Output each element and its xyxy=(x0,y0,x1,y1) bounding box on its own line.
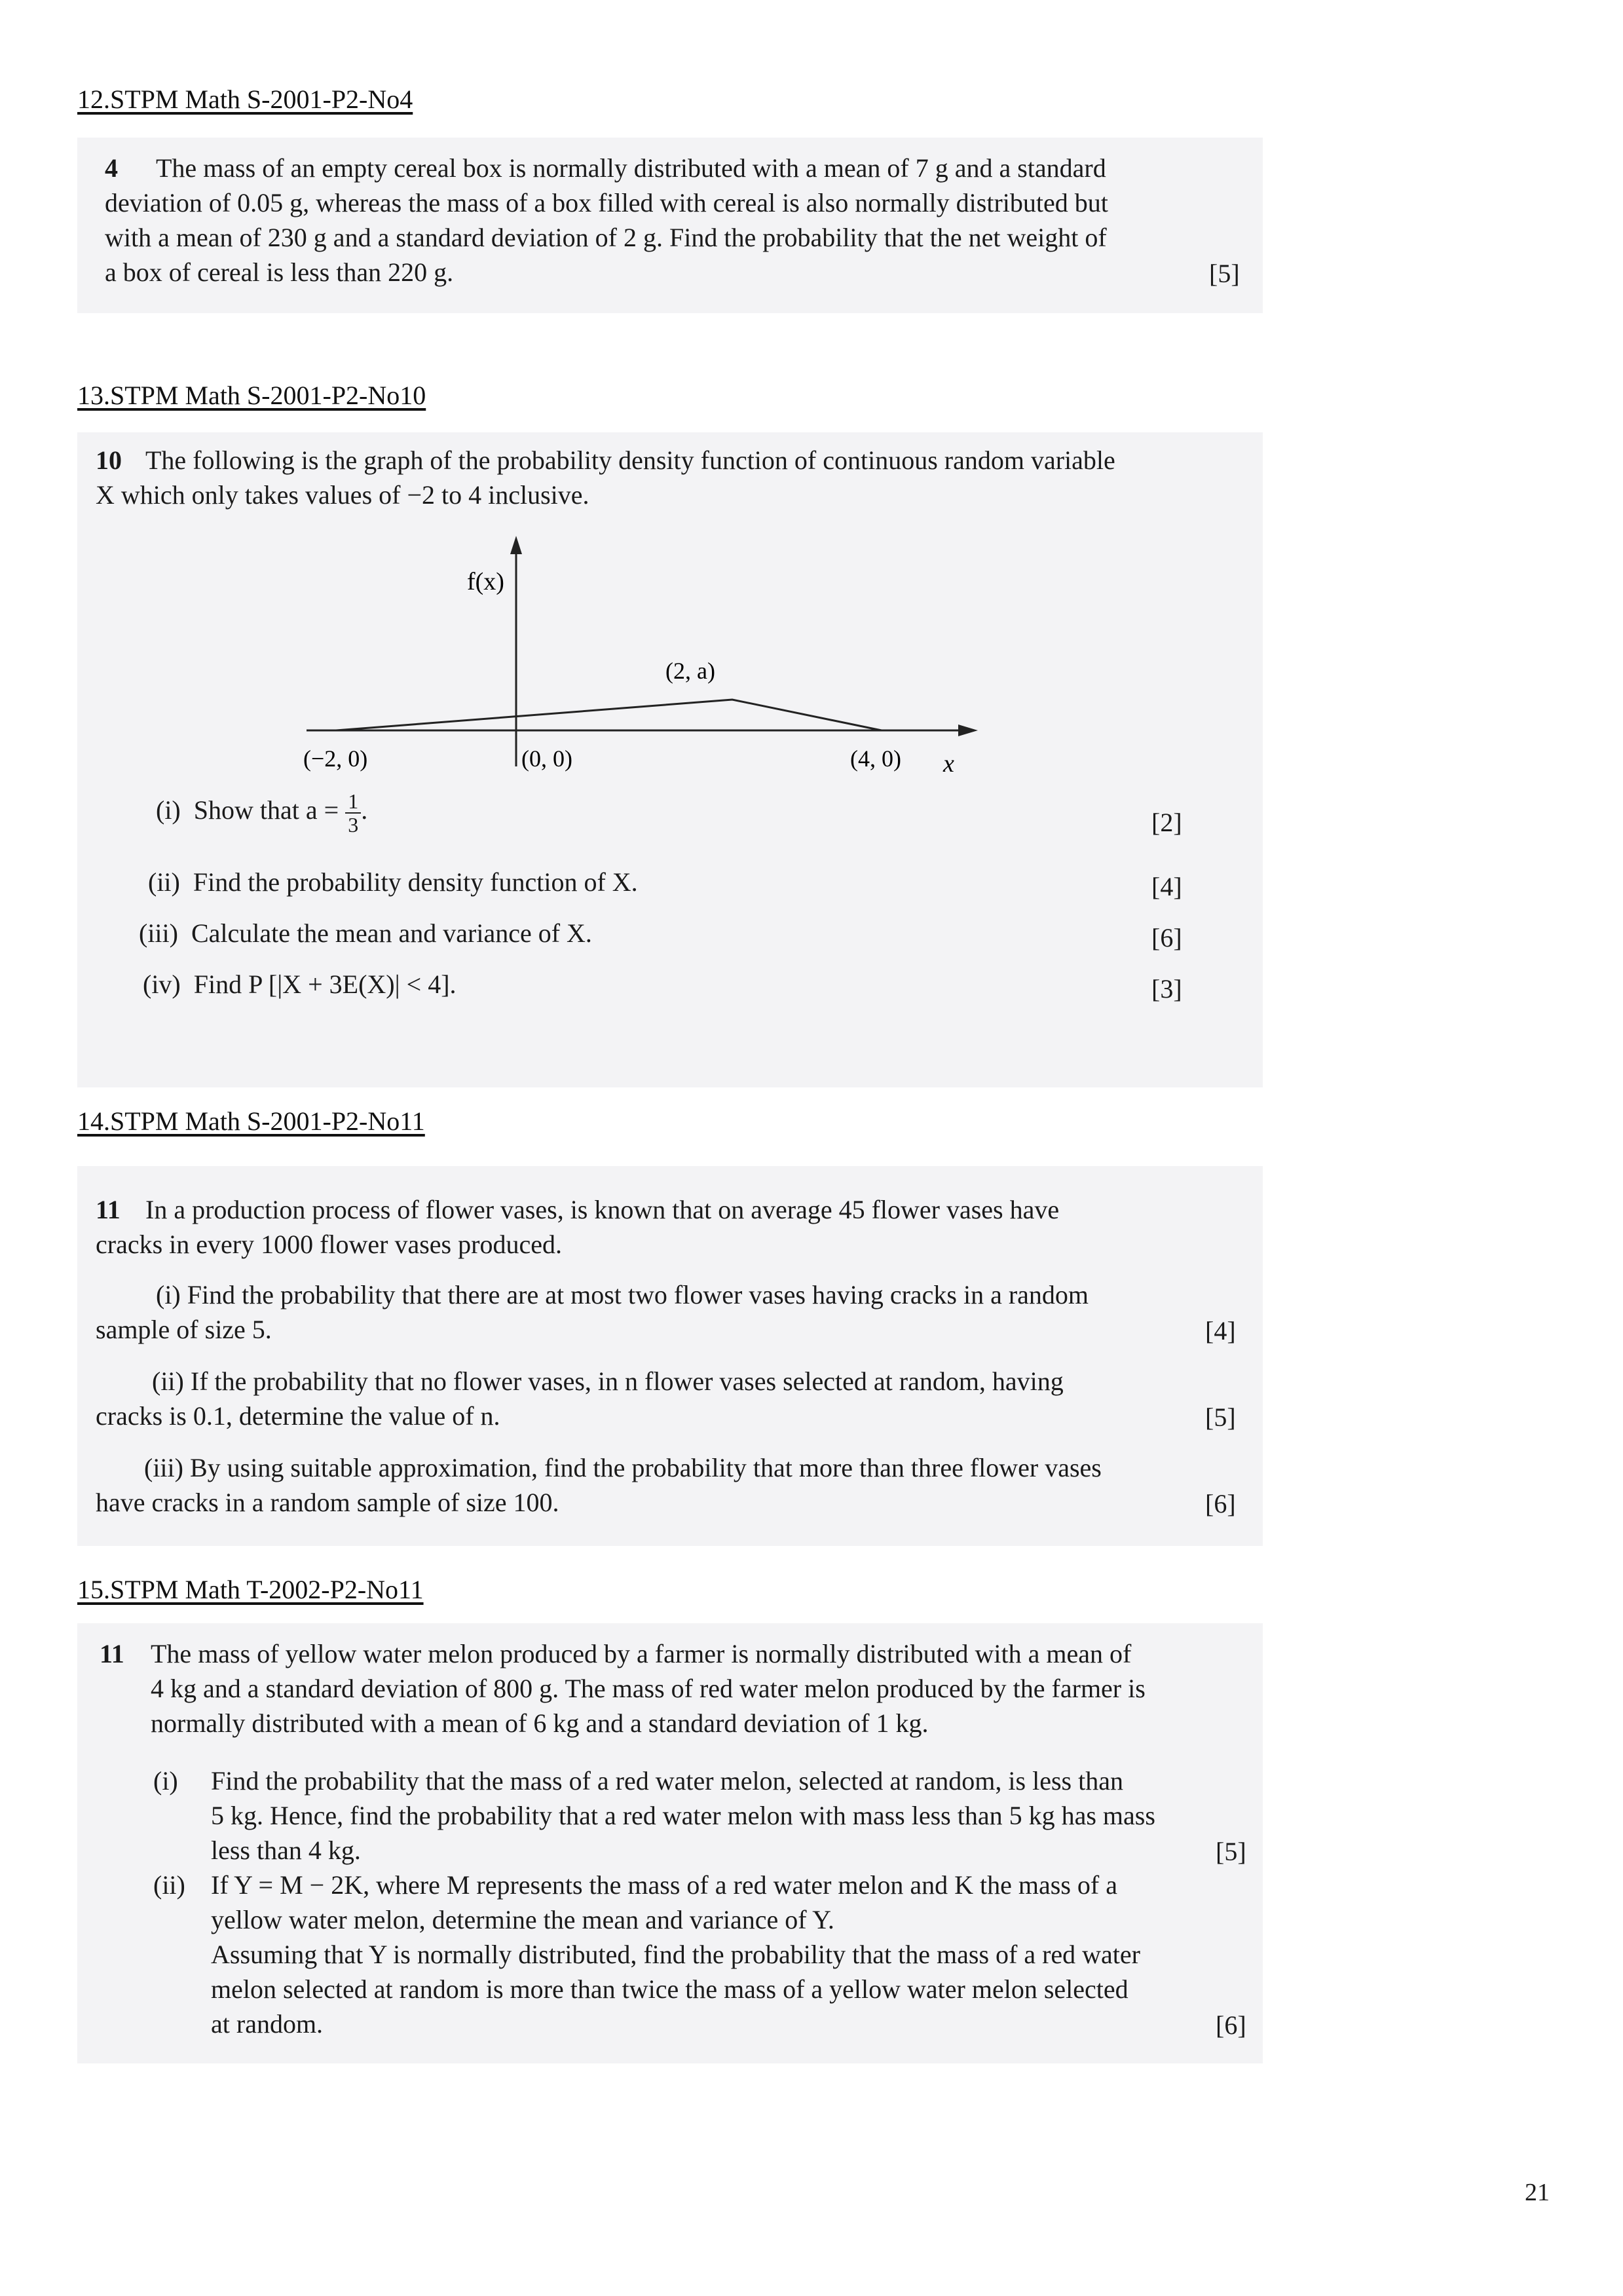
q12-mark: [5] xyxy=(1209,259,1240,288)
q15-part-ii-line-1: If Y = M − 2K, where M represents the mass of a red water melon and K the mass of a xyxy=(211,1870,1117,1900)
q15-part-ii-line-3: Assuming that Y is normally distributed, find the probability that the mass of a red water xyxy=(211,1940,1140,1969)
left-point-label: (−2, 0) xyxy=(303,745,368,772)
q14-box xyxy=(77,1166,1263,1546)
q15-intro-2: 4 kg and a standard deviation of 800 g. The mass of red water melon produced by the farmer is xyxy=(151,1674,1146,1703)
peak-label: (2, a) xyxy=(665,658,715,684)
right-point-label: (4, 0) xyxy=(850,745,901,772)
q12-number: 4 xyxy=(105,153,118,183)
q15-box xyxy=(77,1623,1263,2063)
q13-box xyxy=(77,432,1263,1087)
q15-part-ii-mark: [6] xyxy=(1216,2010,1246,2040)
q14-part-i-line-1: (i) Find the probability that there are at most two flower vases having cracks in a random xyxy=(156,1280,1089,1309)
q15-part-i-line-3: less than 4 kg. xyxy=(211,1835,361,1865)
q15-part-ii-line-5: at random. xyxy=(211,2009,324,2039)
q12-line-2: deviation of 0.05 g, whereas the mass of a box filled with cereal is also normally distributed but xyxy=(105,188,1108,217)
q12-line-1: The mass of an empty cereal box is normally distributed with a mean of 7 g and a standard xyxy=(156,153,1106,183)
q15-intro-1: The mass of yellow water melon produced by a farmer is normally distributed with a mean of xyxy=(151,1639,1132,1668)
q14-part-ii-mark: [5] xyxy=(1205,1402,1236,1432)
q13-part-ii: (ii) Find the probability density function of X. xyxy=(148,867,638,897)
q14-part-iii-line-2: have cracks in a random sample of size 100. xyxy=(96,1488,559,1517)
q14-part-i-line-2: sample of size 5. xyxy=(96,1315,272,1344)
q12-line-3: with a mean of 230 g and a standard deviation of 2 g. Find the probability that the net weight of xyxy=(105,223,1107,252)
q14-heading: 14.STPM Math S-2001-P2-No11 xyxy=(77,1106,425,1136)
q13-intro-2: X which only takes values of −2 to 4 inclusive. xyxy=(96,480,589,510)
q13-part-iii-mark: [6] xyxy=(1151,923,1182,952)
q15-part-ii-line-4: melon selected at random is more than twice the mass of a yellow water melon selected xyxy=(211,1974,1129,2004)
q13-number: 10 xyxy=(96,445,122,475)
q13-part-iv-mark: [3] xyxy=(1151,974,1182,1004)
q13-part-iii: (iii) Calculate the mean and variance of X. xyxy=(139,918,592,948)
q15-number: 11 xyxy=(100,1639,124,1668)
pdf-graph xyxy=(77,531,1263,806)
pdf-line xyxy=(336,700,882,730)
q12-line-4: a box of cereal is less than 220 g. xyxy=(105,257,454,287)
q14-number: 11 xyxy=(96,1195,121,1224)
q14-intro-2: cracks in every 1000 flower vases produced. xyxy=(96,1230,562,1259)
q13-part-i-mark: [2] xyxy=(1151,808,1182,837)
q14-part-ii-line-1: (ii) If the probability that no flower vases, in n flower vases selected at random, having xyxy=(152,1366,1064,1396)
q12-box xyxy=(77,138,1263,313)
q15-part-i-mark: [5] xyxy=(1216,1837,1246,1866)
fraction-one-third: $\frac{1}{3}$ xyxy=(345,790,361,836)
q15-part-ii-line-2: yellow water melon, determine the mean and variance of Y. xyxy=(211,1905,834,1934)
origin-label: (0, 0) xyxy=(521,745,572,772)
y-axis-label: f(x) xyxy=(467,568,504,595)
q14-part-iii-line-1: (iii) By using suitable approximation, find the probability that more than three flower vases xyxy=(144,1453,1102,1482)
q15-part-i-num: (i) xyxy=(153,1766,178,1796)
q15-heading: 15.STPM Math T-2002-P2-No11 xyxy=(77,1575,424,1604)
q13-part-iv: (iv) Find P [|X + 3E(X)| < 4]. xyxy=(143,969,457,999)
q13-part-ii-mark: [4] xyxy=(1151,872,1182,901)
q13-intro-1: The following is the graph of the probability density function of continuous random variable xyxy=(145,445,1115,475)
q14-part-iii-mark: [6] xyxy=(1205,1489,1236,1518)
q15-part-i-line-2: 5 kg. Hence, find the probability that a red water melon with mass less than 5 kg has mass xyxy=(211,1801,1155,1830)
page-number: 21 xyxy=(1525,2179,1550,2206)
q15-part-ii-num: (ii) xyxy=(153,1870,185,1900)
q14-intro-1: In a production process of flower vases, is known that on average 45 flower vases have xyxy=(145,1195,1060,1224)
x-axis-label: x xyxy=(943,750,954,778)
y-axis-arrow xyxy=(510,536,522,554)
q13-part-i: (i) Show that a = $\frac{1}{3}$ . xyxy=(156,789,368,837)
q13-heading: 13.STPM Math S-2001-P2-No10 xyxy=(77,381,426,410)
q15-intro-3: normally distributed with a mean of 6 kg and a standard deviation of 1 kg. xyxy=(151,1708,929,1738)
x-axis-arrow xyxy=(958,725,978,736)
q14-part-ii-line-2: cracks is 0.1, determine the value of n. xyxy=(96,1401,500,1431)
q14-part-i-mark: [4] xyxy=(1205,1316,1236,1346)
q12-heading: 12.STPM Math S-2001-P2-No4 xyxy=(77,85,413,114)
q15-part-i-line-1: Find the probability that the mass of a red water melon, selected at random, is less than xyxy=(211,1766,1123,1796)
